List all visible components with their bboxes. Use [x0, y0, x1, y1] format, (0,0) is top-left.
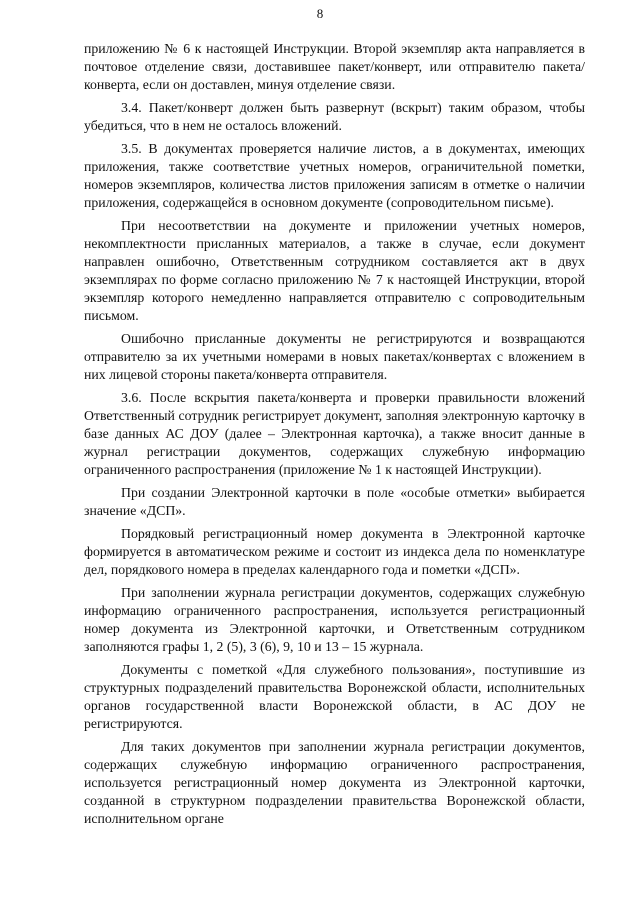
paragraph-mismatch-act: При несоответствии на документе и приложении учетных номеров, некомплектности присланных материалов, а также в случае, если документ направлен ошибочно, Ответственным сотрудником составляется акт в двух экземплярах по форме согласно приложению № 7 к настоящей Инструкции, второй экземпляр которого немедленно направляется отправителю с сопроводительным письмом.	[84, 218, 585, 323]
paragraph-journal-filling: При заполнении журнала регистрации документов, содержащих служебную информацию ограниченного распространения, используется регистрационный номер документа из Электронной карточки, и Ответственным сотрудником заполняются графы 1, 2 (5), 3 (6), 9, 10 и 13 – 15 журнала.	[84, 585, 585, 654]
paragraph-3-5: 3.5. В документах проверяется наличие листов, а в документах, имеющих приложения, также соответствие учетных номеров, ограничительной пометки, номеров экземпляров, количества листов приложения записям в отметке о наличии приложения, содержащейся в основном документе (сопроводительном письме).	[84, 141, 585, 210]
paragraph-erroneous-documents: Ошибочно присланные документы не регистрируются и возвращаются отправителю за их учетными номерами в новых пакетах/конвертах с вложением в них лицевой стороны пакета/конверта отправителя.	[84, 331, 585, 382]
paragraph-3-6: 3.6. После вскрытия пакета/конверта и проверки правильности вложений Ответственный сотрудник регистрирует документ, заполняя электронную карточку в базе данных АС ДОУ (далее – Электронная карточка), а также вносит данные в журнал регистрации документов, содержащих служебную информацию ограниченного распространения (приложение № 1 к настоящей Инструкции).	[84, 390, 585, 477]
paragraph-dsp-documents: Документы с пометкой «Для служебного пользования», поступившие из структурных подразделений правительства Воронежской области, исполнительных органов государственной власти Воронежской области, в АС ДОУ не регистрируются.	[84, 662, 585, 731]
paragraph-3-4: 3.4. Пакет/конверт должен быть развернут (вскрыт) таким образом, чтобы убедиться, что в нем не осталось вложений.	[84, 100, 585, 133]
paragraph-registration-number: Порядковый регистрационный номер документа в Электронной карточке формируется в автоматическом режиме и состоит из индекса дела по номенклатуре дел, порядкового номера в пределах календарного года и пометки «ДСП».	[84, 526, 585, 577]
paragraph-special-marks: При создании Электронной карточки в поле «особые отметки» выбирается значение «ДСП».	[84, 485, 585, 518]
page-number: 8	[316, 6, 324, 21]
paragraph-such-documents: Для таких документов при заполнении журнала регистрации документов, содержащих служебную информацию ограниченного распространения, используется регистрационный номер документа из Электронной карточки, созданной в структурном подразделении правительства Воронежской области, исполнительном органе	[84, 739, 585, 826]
paragraph-continuation: приложению № 6 к настоящей Инструкции. Второй экземпляр акта направляется в почтовое отделение связи, доставившее пакет/конверт, или отправителю пакета/конверта, если он доставлен, минуя отделение связи.	[84, 41, 585, 92]
document-body	[84, 40, 585, 833]
